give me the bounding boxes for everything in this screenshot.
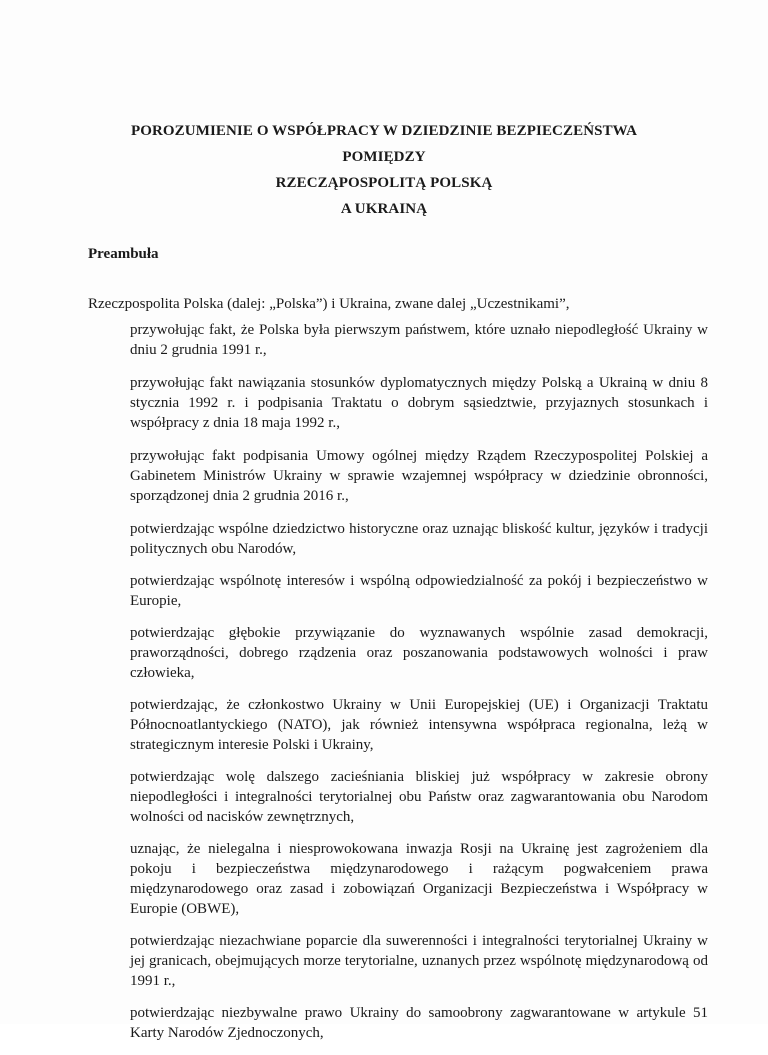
preamble-clause: przywołując fakt podpisania Umowy ogólnej między Rządem Rzeczypospolitej Polskiej a Gabinetem Ministrów Ukrainy w sprawie wzajemnej współpracy w dziedzinie obronności, sporządzonej dnia 2 grudnia 2016 r., bbox=[130, 448, 708, 504]
preamble-clause: potwierdzając wolę dalszego zacieśniania bliskiej już współpracy w zakresie obrony niepodległości i integralności terytorialnej obu Państw oraz zagwarantowania obu Narodom wolności od nacisków zewnętrznych, bbox=[130, 769, 708, 825]
document-title bbox=[0, 118, 768, 222]
intro-paragraph: Rzeczpospolita Polska (dalej: „Polska”) i Ukraina, zwane dalej „Uczestnikami”, bbox=[88, 296, 570, 312]
title-line: POMIĘDZY bbox=[342, 149, 426, 165]
preamble-clause: przywołując fakt nawiązania stosunków dyplomatycznych między Polską a Ukrainą w dniu 8 stycznia 1992 r. i podpisania Traktatu o dobrym sąsiedztwie, przyjaznych stosunkach i współpracy z dnia 18 maja 1992 r., bbox=[130, 375, 708, 431]
title-line: RZECZĄPOSPOLITĄ POLSKĄ bbox=[275, 175, 493, 191]
preamble-clause: potwierdzając wspólne dziedzictwo historyczne oraz uznając bliskość kultur, języków i tradycji politycznych obu Narodów, bbox=[130, 521, 708, 557]
preamble-clause: potwierdzając, że członkostwo Ukrainy w Unii Europejskiej (UE) i Organizacji Traktatu Północnoatlantyckiego (NATO), jak również intensywna współpraca regionalna, leżą w strategicznym interesie Polski i Ukrainy, bbox=[130, 697, 708, 753]
title-line: A UKRAINĄ bbox=[340, 201, 428, 217]
preamble-clause: przywołując fakt, że Polska była pierwszym państwem, które uznało niepodległość Ukrainy w dniu 2 grudnia 1991 r., bbox=[130, 322, 708, 358]
section-heading: Preambuła bbox=[88, 246, 159, 262]
preamble-clause: potwierdzając niezachwiane poparcie dla suwerenności i integralności terytorialnej Ukrainy w jej granicach, obejmujących morze terytorialne, uznanych przez wspólnotę międzynarodową od 1991 r., bbox=[130, 933, 708, 989]
preamble-clause: uznając, że nielegalna i niesprowokowana inwazja Rosji na Ukrainę jest zagrożeniem dla pokoju i bezpieczeństwa międzynarodowego i rażącym pogwałceniem prawa międzynarodowego oraz zasad i zobowiązań Organizacji Bezpieczeństwa i Współpracy w Europie (OBWE), bbox=[130, 841, 708, 917]
title-line: POROZUMIENIE O WSPÓŁPRACY W DZIEDZINIE BEZPIECZEŃSTWA bbox=[130, 123, 638, 139]
preamble-clause: potwierdzając głębokie przywiązanie do wyznawanych wspólnie zasad demokracji, praworządności, dobrego rządzenia oraz poszanowania podstawowych wolności i praw człowieka, bbox=[130, 625, 708, 681]
preamble-clauses bbox=[130, 320, 708, 1055]
preamble-clause: potwierdzając wspólnotę interesów i wspólną odpowiedzialność za pokój i bezpieczeństwo w Europie, bbox=[130, 573, 708, 609]
preamble-clause: potwierdzając niezbywalne prawo Ukrainy do samoobrony zagwarantowane w artykule 51 Karty Narodów Zjednoczonych, bbox=[130, 1005, 708, 1041]
